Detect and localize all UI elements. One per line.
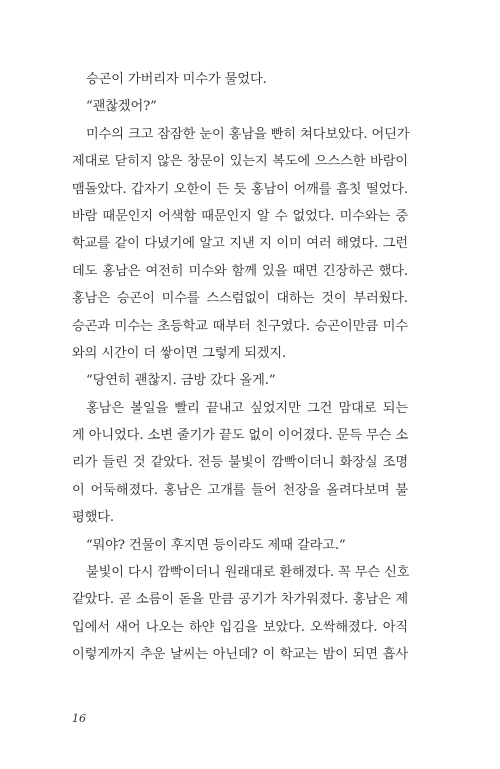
page-number: 16: [72, 712, 86, 725]
text-line: “뭐야? 건물이 후지면 등이라도 제때 갈라고.”: [86, 537, 346, 553]
text-line: 홍남은 승곤이 미수를 스스럼없이 대하는 것이 부러웠다.: [72, 291, 408, 307]
text-line: 이 어둑해졌다. 홍남은 고개를 들어 천장을 올려다보며 불: [72, 482, 408, 498]
text-line: 미수의 크고 잠잠한 눈이 홍남을 빤히 쳐다보았다. 어딘가: [86, 126, 410, 142]
text-line: 입에서 새어 나오는 하얀 입김을 보았다. 오싹해졌다. 아직: [72, 619, 408, 635]
body-text: [72, 66, 408, 669]
text-line: “당연히 괜찮지. 금방 갔다 올게.”: [86, 373, 276, 389]
text-line: 와의 시간이 더 쌓이면 그렇게 되겠지.: [72, 345, 287, 361]
text-line: 게 아니었다. 소변 줄기가 끝도 없이 이어졌다. 문득 무슨 소: [72, 428, 408, 444]
text-line: 같았다. 곧 소름이 돋을 만큼 공기가 차가워졌다. 홍남은 제: [72, 592, 408, 608]
text-line: 홍남은 볼일을 빨리 끝내고 싶었지만 그건 맘대로 되는: [86, 400, 408, 416]
text-line: 데도 홍남은 여전히 미수와 함께 있을 때면 긴장하곤 했다.: [72, 263, 408, 279]
text-line: “괜찮겠어?”: [86, 99, 157, 115]
text-line: 학교를 같이 다녔기에 알고 지낸 지 이미 여러 해였다. 그런: [72, 236, 408, 252]
text-line: 이렇게까지 추운 날씨는 아닌데? 이 학교는 밤이 되면 흡사: [72, 647, 408, 663]
text-line: 승곤이 가버리자 미수가 물었다.: [86, 72, 267, 87]
text-line: 승곤과 미수는 초등학교 때부터 친구였다. 승곤이만큼 미수: [72, 318, 408, 334]
text-line: 평했다.: [72, 510, 115, 526]
text-line: 불빛이 다시 깜빡이더니 원래대로 환해졌다. 꼭 무슨 신호: [86, 565, 410, 581]
text-line: 바람 때문인지 어색함 때문인지 알 수 없었다. 미수와는 중: [72, 208, 408, 224]
text-line: 맴돌았다. 갑자기 오한이 든 듯 홍남이 어깨를 흠칫 떨었다.: [72, 181, 408, 197]
text-line: 제대로 닫히지 않은 창문이 있는지 복도에 으스스한 바람이: [72, 154, 408, 170]
text-line: 리가 들린 것 같았다. 전등 불빛이 깜빡이더니 화장실 조명: [72, 455, 408, 471]
